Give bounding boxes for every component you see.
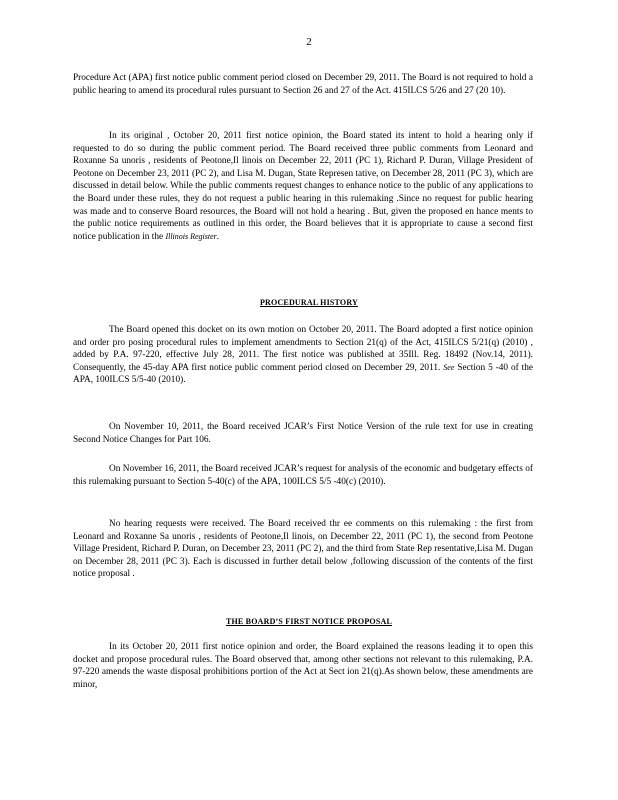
heading-first-notice-proposal: THE BOARD’S FIRST NOTICE PROPOSAL [225,617,393,626]
paragraph-public-comments: No hearing requests were received. The Board received thr ee comments on this rulemaking : the first from Leonard and Roxanne Sa unoris , residents of Peotone,Il linois, on December 22, 2011 (PC 1), the second from Peotone Village President, Richard P. Duran, on December 23, 2011 (PC 2), and the third from State Rep resentative,Lisa M. Dugan on December 28, 2011 (PC 3). Each is discussed in further detail below ,following discussion of the contents of the first notice proposal . [73,519,533,580]
page-number: 2 [306,36,312,48]
paragraph-apa-comment-period: Procedure Act (APA) first notice public comment period closed on December 29, 2011. The Board is not required to hold a public hearing to amend its procedural rules pursuant to Section 26 and 27 of the Act. 415ILCS 5/26 and 27 (20 10). [73,73,533,96]
paragraph-hearing-intent-end: . [216,231,220,242]
paragraph-docket-opened-end: Section 5 -40 of the APA, 100ILCS 5/5-40 (2010). [73,362,534,386]
paragraph-first-notice-opinion: In its October 20, 2011 first notice opinion and order, the Board explained the reasons leading it to open this docket and propose procedural rules. The Board observed that, among other sections not relevant to this rulemaking, P.A. 97-220 amends the waste disposal prohibitions portion of the Act at Sect ion 21(q).As shown below, these amendments are minor, [73,642,533,690]
paragraph-jcar-analysis-request: On November 16, 2011, the Board received JCAR’s request for analysis of the economic and budgetary effects of this rulemaking pursuant to Section 5-40(c) of the APA, 100ILCS 5/5 -40(c) (2010). [73,464,533,487]
paragraph-jcar-first-notice: On November 10, 2011, the Board received JCAR’s First Notice Version of the rule text for use in creating Second Notice Changes for Part 106. [73,422,533,445]
paragraph-docket-opened [73,324,533,387]
paragraph-hearing-intent [73,130,533,243]
see-italic: See [443,362,455,372]
heading-procedural-history: PROCEDURAL HISTORY [259,298,359,307]
paragraph-docket-opened-text: The Board opened this docket on its own motion on October 20, 2011. The Board adopted a first notice opinion and order pro posing procedural rules to implement amendments to Section 21(q) of the Act, 415ILCS 5/21(q) (2010) , added by P.A. 97-220, effective July 28, 2011. The first notice was published at 35Ill. Reg. 18492 (Nov.14, 2011). Consequently, the 45-day APA first notice public comment period closed on December 29, 2011. [73,325,533,373]
paragraph-hearing-intent-text: In its original , October 20, 2011 first notice opinion, the Board stated its intent to hold a hearing only if requested to do so during the public comment period. The Board received three public comments from Leonard and Roxanne Sa unoris , residents of Peotone,Il linois on December 22, 2011 (PC 1), Richard P. Duran, Village President of Peotone on December 23, 2011 (PC 2), and Lisa M. Dugan, State Represen tative, on December 28, 2011 (PC 3), which are discussed in detail below. While the public comments request changes to enhance notice to the public of any applications to the Board under these rules, they do not request a public hearing in this rulemaking .Since no request for public hearing was made and to conserve Board resources, the Board will not hold a hearing . But, given the proposed en hance ments to the public notice requirements as outlined in this order, the Board believes that it is appropriate to cause a second first notice publication in the [73,131,533,242]
illinois-register-italic: Illinois Register [165,231,217,241]
